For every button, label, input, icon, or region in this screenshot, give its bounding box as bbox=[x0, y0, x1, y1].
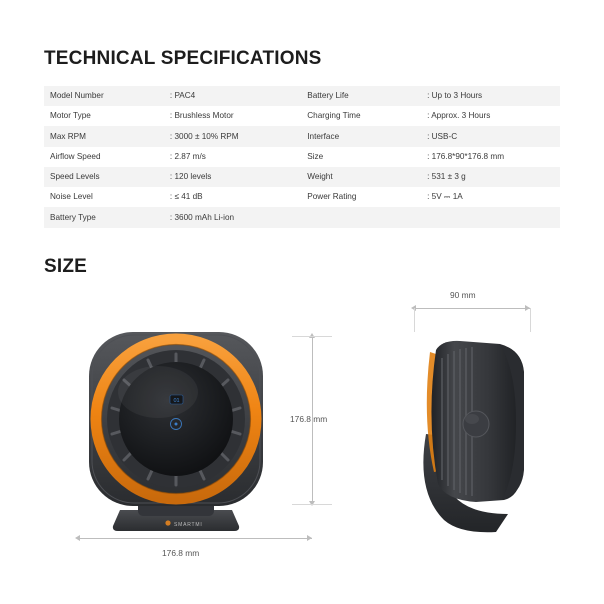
table-row bbox=[44, 167, 560, 187]
spec-value: : 5V ⎓ 1A bbox=[421, 187, 560, 207]
table-row bbox=[44, 207, 560, 227]
spec-label: Weight bbox=[301, 167, 421, 187]
dimension-label-front-width: 176.8 mm bbox=[162, 547, 200, 558]
spec-label: Charging Time bbox=[301, 106, 421, 126]
dimension-tick-right bbox=[530, 308, 531, 332]
spec-label: Speed Levels bbox=[44, 167, 164, 187]
dimension-line-side-width bbox=[414, 308, 530, 309]
page-title-size: SIZE bbox=[44, 255, 88, 277]
spec-label: Battery Life bbox=[301, 86, 421, 106]
dimension-line-front-width bbox=[78, 538, 312, 539]
spec-value: : Brushless Motor bbox=[164, 106, 301, 126]
spec-label: Airflow Speed bbox=[44, 147, 164, 167]
spec-value: : PAC4 bbox=[164, 86, 301, 106]
svg-text:01: 01 bbox=[173, 397, 180, 404]
table-row bbox=[44, 187, 560, 207]
spec-label: Size bbox=[301, 147, 421, 167]
spec-label bbox=[301, 207, 421, 227]
svg-text:SMARTMI: SMARTMI bbox=[174, 521, 203, 528]
dimension-label-side-width: 90 mm bbox=[450, 289, 476, 300]
spec-value: : 176.8*90*176.8 mm bbox=[421, 147, 560, 167]
dimension-label-front-height: 176.8 mm bbox=[290, 413, 328, 424]
product-side-view-image bbox=[400, 314, 550, 539]
table-row bbox=[44, 106, 560, 126]
dimension-tick-left bbox=[414, 308, 415, 332]
table-row bbox=[44, 86, 560, 106]
dimension-tick-bottom bbox=[292, 504, 332, 505]
spec-value bbox=[421, 207, 560, 227]
spec-value: : Approx. 3 Hours bbox=[421, 106, 560, 126]
product-front-view-image bbox=[76, 314, 276, 539]
spec-value: : Up to 3 Hours bbox=[421, 86, 560, 106]
spec-label: Motor Type bbox=[44, 106, 164, 126]
arrow-right-icon bbox=[307, 535, 312, 541]
spec-label: Power Rating bbox=[301, 187, 421, 207]
specifications-table bbox=[44, 86, 560, 228]
spec-value: : 3000 ± 10% RPM bbox=[164, 126, 301, 146]
table-row bbox=[44, 147, 560, 167]
table-row bbox=[44, 126, 560, 146]
spec-value: : 2.87 m/s bbox=[164, 147, 301, 167]
spec-label: Battery Type bbox=[44, 207, 164, 227]
spec-value: : 3600 mAh Li-ion bbox=[164, 207, 301, 227]
spec-label: Max RPM bbox=[44, 126, 164, 146]
dimension-tick-top bbox=[292, 336, 332, 337]
spec-value: : 531 ± 3 g bbox=[421, 167, 560, 187]
size-diagram bbox=[44, 289, 560, 582]
arrow-left-icon bbox=[75, 535, 80, 541]
spec-label: Model Number bbox=[44, 86, 164, 106]
specifications-table-body bbox=[44, 86, 560, 228]
page-title-technical-specifications: TECHNICAL SPECIFICATIONS bbox=[44, 48, 322, 69]
spec-label: Noise Level bbox=[44, 187, 164, 207]
spec-value: : USB-C bbox=[421, 126, 560, 146]
spec-label: Interface bbox=[301, 126, 421, 146]
spec-value: : 120 levels bbox=[164, 167, 301, 187]
spec-value: : ≤ 41 dB bbox=[164, 187, 301, 207]
